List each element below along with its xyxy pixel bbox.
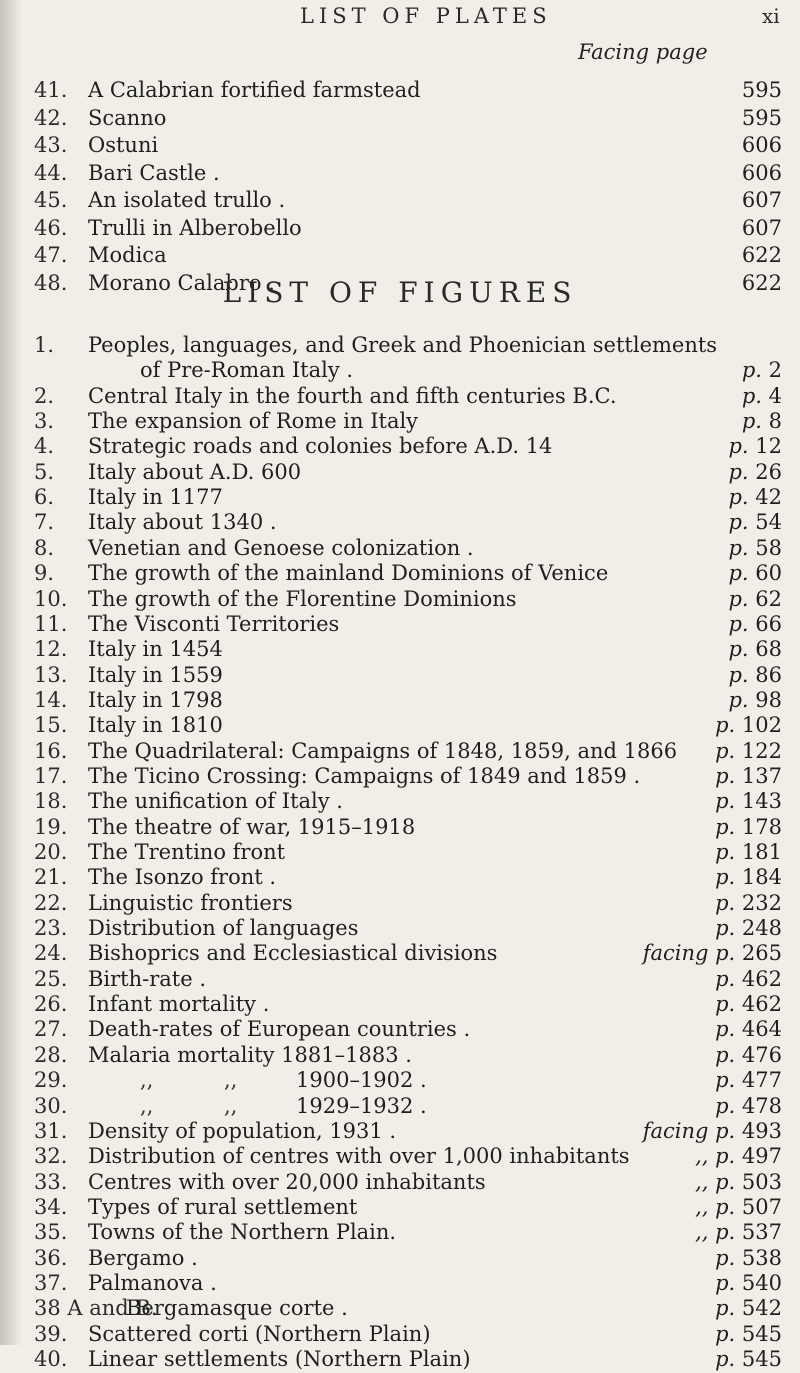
figure-entry <box>0 814 800 841</box>
plate-entry <box>0 132 800 159</box>
page-prefix: p. <box>741 358 762 383</box>
figure-entry <box>0 1295 800 1322</box>
entry-page-ref <box>715 1346 782 1373</box>
figure-entry <box>0 611 800 638</box>
page-prefix: p. <box>728 561 749 586</box>
entry-title: 1900–1902 . <box>296 1068 427 1093</box>
entry-title: Modica <box>88 243 167 267</box>
entry-title: Linguistic frontiers <box>88 890 293 915</box>
plate-entry <box>0 105 800 132</box>
entry-number: 11. <box>34 611 68 636</box>
figure-entry <box>0 712 800 739</box>
page-prefix: ,, p. <box>695 1169 736 1194</box>
entry-page: 42 <box>755 485 782 510</box>
entry-page: 476 <box>741 1042 782 1067</box>
entry-page: 60 <box>755 561 782 586</box>
entry-number: 24. <box>34 941 68 966</box>
entry-number: 22. <box>34 890 68 915</box>
entry-number: 18. <box>34 789 68 814</box>
entry-page-ref <box>715 1270 782 1297</box>
entry-number: 30. <box>34 1093 68 1118</box>
entry-page-ref <box>742 383 782 410</box>
entry-page: 58 <box>755 535 782 560</box>
page-prefix: p. <box>715 1017 736 1042</box>
entry-title: of Pre-Roman Italy . <box>140 358 354 383</box>
figure-entry <box>0 839 800 866</box>
entry-title: A Calabrian fortified farmstead <box>88 78 421 102</box>
plate-entry <box>0 187 800 214</box>
entry-page: 137 <box>741 763 782 788</box>
page-prefix: p. <box>728 687 749 712</box>
entry-number: 44. <box>34 160 68 185</box>
figure-entry <box>0 991 800 1018</box>
entry-page: 607 <box>741 215 782 240</box>
entry-number: 47. <box>34 243 68 267</box>
entry-number: 21. <box>34 865 68 890</box>
entry-page-ref <box>742 357 782 384</box>
entry-page-ref <box>643 1118 782 1145</box>
figure-entry <box>0 763 800 790</box>
entry-page-ref <box>695 1143 782 1170</box>
entry-title: The expansion of Rome in Italy <box>88 409 419 434</box>
entry-page: 507 <box>741 1194 782 1219</box>
entry-page: 4 <box>768 383 782 408</box>
page-prefix: p. <box>728 535 749 560</box>
figure-entry <box>0 1321 800 1348</box>
entry-title: The growth of the mainland Dominions of Venice <box>88 561 609 586</box>
entry-page: 478 <box>741 1093 782 1118</box>
entry-title: The Visconti Territories <box>88 611 340 636</box>
entry-page-ref <box>715 788 782 815</box>
entry-number: 46. <box>34 215 68 240</box>
plate-entry <box>0 242 800 269</box>
entry-page: 606 <box>741 133 782 157</box>
entry-page: 184 <box>741 865 782 890</box>
entry-page: 607 <box>741 188 782 212</box>
facing-page-heading: Facing page <box>578 40 708 64</box>
entry-number: 48. <box>34 270 68 295</box>
page-prefix: p. <box>715 1042 736 1067</box>
entry-title: Linear settlements (Northern Plain) <box>88 1347 471 1371</box>
figure-entry <box>0 509 800 536</box>
figure-entry <box>0 1346 800 1373</box>
entry-page-ref <box>715 763 782 790</box>
page-header <box>0 2 800 38</box>
figure-entry <box>0 586 800 613</box>
entry-page: 98 <box>755 687 782 712</box>
figure-entry <box>0 890 800 917</box>
page-prefix: p. <box>715 992 736 1017</box>
figure-entry <box>0 1042 800 1069</box>
entry-title: The Quadrilateral: Campaigns of 1848, 1859, and 1866 <box>88 738 678 763</box>
entry-title: Ostuni <box>88 133 159 157</box>
entry-page: 26 <box>755 459 782 484</box>
running-title: LIST OF PLATES <box>300 4 552 28</box>
figure-entry <box>0 687 800 714</box>
entry-page-ref <box>728 662 782 689</box>
entry-page-ref <box>715 1067 782 1094</box>
figure-entry <box>0 1270 800 1297</box>
plate-entry <box>0 77 800 104</box>
entry-title: Trulli in Alberobello <box>88 215 302 240</box>
ditto-mark: ,, <box>224 1068 238 1093</box>
entry-number: 5. <box>34 459 55 484</box>
page-prefix: p. <box>728 434 749 459</box>
entry-page: 143 <box>741 789 782 814</box>
entry-page: 545 <box>741 1321 782 1346</box>
figure-entry <box>0 788 800 815</box>
entry-title: An isolated trullo . <box>88 188 286 212</box>
page-prefix: p. <box>715 890 736 915</box>
entry-page: 462 <box>741 966 782 991</box>
entry-title: Bergamasque corte . <box>126 1296 348 1321</box>
entry-number: 2. <box>34 383 55 408</box>
entry-number: 40. <box>34 1347 68 1371</box>
entry-title: The growth of the Florentine Dominions <box>88 586 517 611</box>
entry-page: 102 <box>741 713 782 738</box>
entry-page: 540 <box>741 1270 782 1295</box>
entry-page: 232 <box>741 890 782 915</box>
page-prefix: p. <box>715 865 736 890</box>
figure-entry <box>0 1245 800 1272</box>
entry-number: 14. <box>34 687 68 712</box>
figure-entry <box>0 636 800 663</box>
entry-page-ref <box>728 509 782 536</box>
entry-page-ref <box>715 1295 782 1322</box>
entry-page: 265 <box>741 941 782 966</box>
entry-title: Centres with over 20,000 inhabitants <box>88 1169 486 1194</box>
entry-page-ref <box>728 535 782 562</box>
entry-page-ref <box>728 560 782 587</box>
page-prefix: p. <box>728 637 749 662</box>
entry-title: Italy in 1559 <box>88 662 223 687</box>
page-prefix: facing p. <box>642 941 736 966</box>
entry-title: Death-rates of European countries . <box>88 1017 471 1042</box>
entry-page-ref <box>715 991 782 1018</box>
entry-title: Palmanova . <box>88 1270 217 1295</box>
entry-title: Types of rural settlement <box>88 1194 358 1219</box>
entry-title: Italy in 1810 <box>88 713 223 738</box>
entry-page: 62 <box>755 586 782 611</box>
page-number: xi <box>762 4 780 28</box>
entry-number: 15. <box>34 713 68 738</box>
page-prefix: p. <box>715 713 736 738</box>
page-prefix: p. <box>728 510 749 535</box>
figure-entry <box>0 484 800 511</box>
entry-page-ref <box>715 890 782 917</box>
entry-title: Malaria mortality 1881–1883 . <box>88 1042 412 1067</box>
entry-number: 32. <box>34 1144 68 1169</box>
entry-page: 8 <box>768 409 782 434</box>
entry-number: 31. <box>34 1118 68 1143</box>
entry-number: 27. <box>34 1017 68 1042</box>
entry-page: 2 <box>768 358 782 383</box>
entry-title: Italy in 1454 <box>88 637 223 662</box>
entry-page-ref <box>715 712 782 739</box>
entry-page-ref <box>695 1169 782 1196</box>
entry-page-ref <box>715 1016 782 1043</box>
entry-number: 8. <box>34 535 55 560</box>
figure-entry <box>0 1219 800 1246</box>
entry-page: 68 <box>755 637 782 662</box>
entry-number: 26. <box>34 992 68 1017</box>
entry-number: 19. <box>34 814 68 839</box>
entry-title: The theatre of war, 1915–1918 <box>88 814 416 839</box>
figure-entry <box>0 662 800 689</box>
figure-entry <box>0 408 800 435</box>
entry-title: Italy about 1340 . <box>88 510 277 535</box>
entry-page-ref <box>742 408 782 435</box>
figure-entry <box>0 1093 800 1120</box>
entry-number: 12. <box>34 637 68 662</box>
page-prefix: p. <box>715 1321 736 1346</box>
page-prefix: p. <box>715 1245 736 1270</box>
entry-page: 542 <box>741 1296 782 1321</box>
entry-title: Distribution of languages <box>88 916 359 941</box>
figure-entry <box>0 1169 800 1196</box>
figures-section-title: LIST OF FIGURES <box>222 276 578 309</box>
entry-page-ref <box>715 915 782 942</box>
entry-title: Infant mortality . <box>88 992 270 1017</box>
entry-page: 606 <box>741 160 782 185</box>
entry-number: 23. <box>34 916 68 941</box>
page-prefix: p. <box>728 485 749 510</box>
entry-page-ref <box>728 484 782 511</box>
entry-number: 33. <box>34 1169 68 1194</box>
entry-page-ref <box>715 1042 782 1069</box>
page-prefix: p. <box>715 738 736 763</box>
entry-page: 178 <box>741 814 782 839</box>
entry-number: 28. <box>34 1042 68 1067</box>
ditto-mark: ,, <box>140 1093 154 1118</box>
entry-page: 537 <box>741 1220 782 1245</box>
page-prefix: p. <box>715 1068 736 1093</box>
entry-number: 10. <box>34 586 68 611</box>
page-prefix: p. <box>715 1093 736 1118</box>
entry-title: Scanno <box>88 105 167 130</box>
entry-number: 9. <box>34 561 55 586</box>
page-prefix: p. <box>715 840 736 864</box>
page-prefix: p. <box>715 789 736 814</box>
entry-page: 477 <box>741 1068 782 1093</box>
page-prefix: facing p. <box>642 1118 736 1143</box>
page-prefix: ,, p. <box>695 1220 736 1245</box>
entry-number: 13. <box>34 662 68 687</box>
entry-page-ref <box>715 738 782 765</box>
entry-title: Bergamo . <box>88 1245 198 1270</box>
entry-number: 20. <box>34 840 68 864</box>
ditto-mark: ,, <box>140 1068 154 1093</box>
plate-entry <box>0 160 800 187</box>
figure-entry <box>0 1016 800 1043</box>
entry-title: Venetian and Genoese colonization . <box>88 535 474 560</box>
entry-page-ref <box>695 1219 782 1246</box>
entry-title: Scattered corti (Northern Plain) <box>88 1321 431 1346</box>
page-prefix: ,, p. <box>695 1144 736 1169</box>
page-prefix: p. <box>715 1347 736 1371</box>
page-prefix: p. <box>715 1296 736 1321</box>
entry-page: 538 <box>741 1245 782 1270</box>
entry-number: 6. <box>34 485 55 510</box>
page-prefix: p. <box>728 586 749 611</box>
entry-number: 41. <box>34 78 68 102</box>
page-prefix: p. <box>715 763 736 788</box>
page-prefix: p. <box>728 662 749 687</box>
entry-page: 595 <box>741 78 782 102</box>
entry-number: 42. <box>34 105 68 130</box>
figure-entry <box>0 535 800 562</box>
figure-entry <box>0 560 800 587</box>
entry-page: 122 <box>741 738 782 763</box>
entry-number: 16. <box>34 738 68 763</box>
entry-number: 1. <box>34 333 55 357</box>
entry-title: Morano Calabro . <box>88 270 275 295</box>
page-prefix: p. <box>741 383 762 408</box>
entry-number: 38 A and B. <box>34 1296 158 1321</box>
page-prefix: ,, p. <box>695 1194 736 1219</box>
page-prefix: p. <box>715 916 736 941</box>
ditto-mark: ,, <box>224 1093 238 1118</box>
figure-entry <box>0 864 800 891</box>
page-prefix: p. <box>715 966 736 991</box>
figure-entry <box>0 738 800 765</box>
entry-title: The Isonzo front . <box>88 865 277 890</box>
entry-page: 66 <box>755 611 782 636</box>
entry-page-ref <box>715 1245 782 1272</box>
entry-page-ref <box>695 1194 782 1221</box>
entry-page: 12 <box>755 434 782 459</box>
figure-entry <box>0 966 800 993</box>
entry-number: 3. <box>34 409 55 434</box>
figure-entry <box>0 1194 800 1221</box>
entry-number: 34. <box>34 1194 68 1219</box>
entry-page-ref <box>728 586 782 613</box>
entry-number: 39. <box>34 1321 68 1346</box>
entry-page-ref <box>728 459 782 486</box>
entry-title: Bari Castle . <box>88 160 220 185</box>
entry-number: 36. <box>34 1245 68 1270</box>
entry-title: Italy in 1798 <box>88 687 223 712</box>
entry-number: 43. <box>34 133 68 157</box>
entry-page: 464 <box>741 1017 782 1042</box>
entry-title: Italy about A.D. 600 <box>88 459 302 484</box>
entry-title: Peoples, languages, and Greek and Phoenician settlements <box>88 333 718 357</box>
entry-page-ref <box>728 611 782 638</box>
figure-entry <box>0 1067 800 1094</box>
page-prefix: p. <box>741 409 762 434</box>
entry-number: 35. <box>34 1220 68 1245</box>
entry-title: Strategic roads and colonies before A.D. 14 <box>88 434 553 459</box>
page-prefix: p. <box>715 814 736 839</box>
entry-page-ref <box>715 1321 782 1348</box>
figure-entry <box>0 940 800 967</box>
entry-title: Distribution of centres with over 1,000 inhabitants <box>88 1144 630 1169</box>
figure-entry <box>0 383 800 410</box>
entry-page: 622 <box>741 270 782 295</box>
entry-title: Birth-rate . <box>88 966 207 991</box>
plate-entry <box>0 215 800 242</box>
page-prefix: p. <box>728 611 749 636</box>
entry-page: 545 <box>741 1347 782 1371</box>
entry-title: Bishoprics and Ecclesiastical divisions <box>88 941 498 966</box>
entry-page-ref <box>715 966 782 993</box>
entry-number: 4. <box>34 434 55 459</box>
figure-entry <box>0 433 800 460</box>
figure-entry <box>0 459 800 486</box>
entry-page: 54 <box>755 510 782 535</box>
entry-number: 37. <box>34 1270 68 1295</box>
page-prefix: p. <box>715 1270 736 1295</box>
figure-entry <box>0 357 800 384</box>
entry-title: Central Italy in the fourth and fifth centuries B.C. <box>88 383 617 408</box>
entry-page-ref <box>715 1093 782 1120</box>
entry-page: 622 <box>741 243 782 267</box>
entry-title: Density of population, 1931 . <box>88 1118 397 1143</box>
entry-page-ref <box>728 636 782 663</box>
figure-entry <box>0 1118 800 1145</box>
entry-number: 7. <box>34 510 55 535</box>
entry-title: Towns of the Northern Plain. <box>88 1220 397 1245</box>
entry-page-ref <box>728 687 782 714</box>
entry-page-ref <box>715 839 782 866</box>
entry-number: 29. <box>34 1068 68 1093</box>
entry-page: 503 <box>741 1169 782 1194</box>
figure-entry <box>0 1143 800 1170</box>
entry-page: 86 <box>755 662 782 687</box>
entry-number: 45. <box>34 188 68 212</box>
entry-title: Italy in 1177 <box>88 485 223 510</box>
entry-page: 493 <box>741 1118 782 1143</box>
entry-page: 497 <box>741 1144 782 1169</box>
entry-page-ref <box>728 433 782 460</box>
entry-title: The Ticino Crossing: Campaigns of 1849 and 1859 . <box>88 763 641 788</box>
entry-page-ref <box>643 940 782 967</box>
entry-page: 595 <box>741 105 782 130</box>
entry-title: The unification of Italy . <box>88 789 343 814</box>
entry-page-ref <box>715 864 782 891</box>
entry-page: 462 <box>741 992 782 1017</box>
figure-entry <box>0 332 800 359</box>
entry-page-ref <box>715 814 782 841</box>
entry-number: 17. <box>34 763 68 788</box>
entry-title: The Trentino front <box>88 840 286 864</box>
entry-page: 248 <box>741 916 782 941</box>
entry-title: 1929–1932 . <box>296 1093 427 1118</box>
entry-number: 25. <box>34 966 68 991</box>
figure-entry <box>0 915 800 942</box>
entry-page: 181 <box>741 840 782 864</box>
page-prefix: p. <box>728 459 749 484</box>
